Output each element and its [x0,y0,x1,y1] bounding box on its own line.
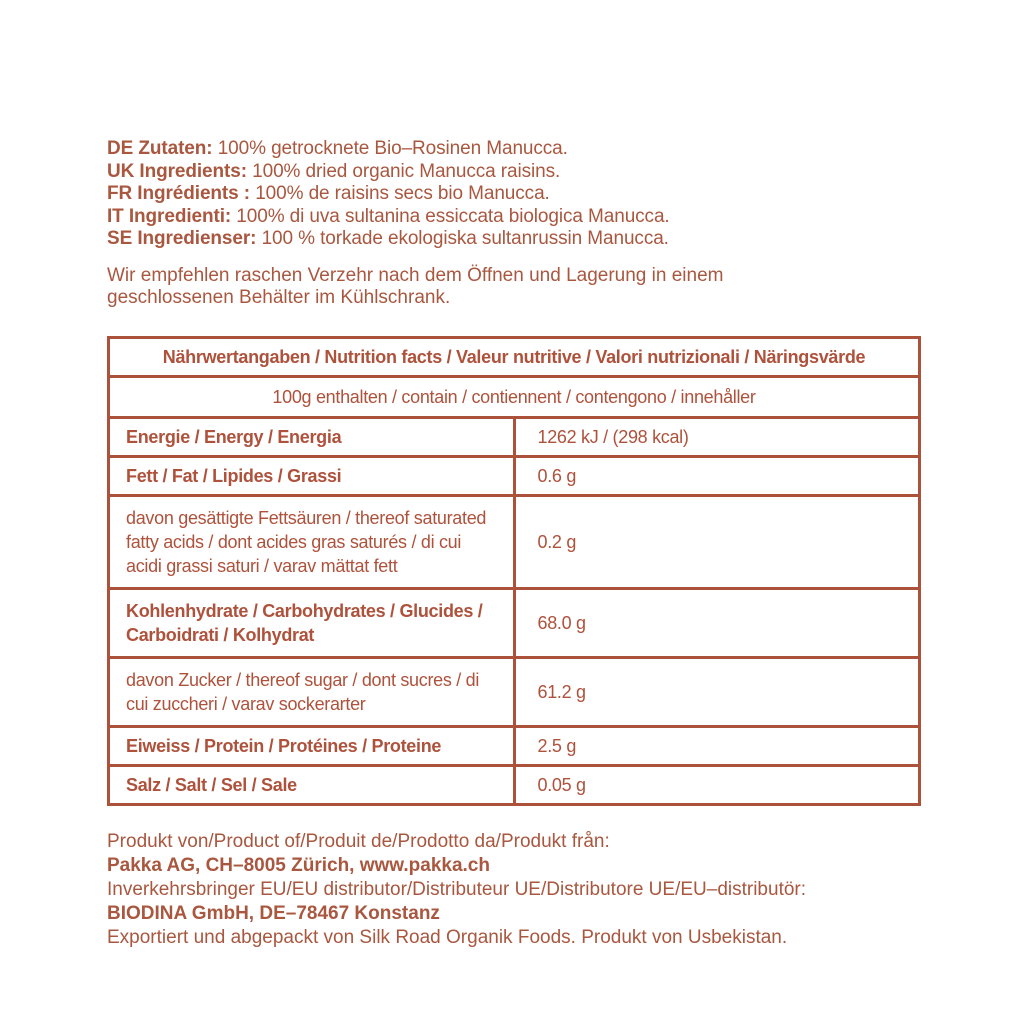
ingredient-text-fr: 100% de raisins secs bio Manucca. [250,183,550,204]
ingredient-text-se: 100 % torkade ekologiska sultanrussin Manucca. [256,228,669,249]
producer-company-line: Pakka AG, CH–8005 Zürich, www.pakka.ch [107,854,490,876]
nutrient-name-saturated-fat: davon gesättigte Fettsäuren / thereof saturated fatty acids / dont acides gras saturés / di cui acidi grassi saturi / varav mättat fett [109,495,515,588]
ingredients-section [107,138,921,251]
storage-note-line-1: Wir empfehlen raschen Verzehr nach dem Öffnen und Lagerung in einem [107,264,724,286]
ingredient-language-label-fr: FR Ingrédients : [107,183,251,204]
nutrition-row-saturated-fat [109,495,920,588]
nutrition-table [107,336,921,806]
ingredient-language-label-uk: UK Ingredients: [107,160,247,182]
nutrient-value-salt: 0.05 g [514,765,920,804]
nutrient-value-energy: 1262 kJ / (298 kcal) [514,417,920,456]
nutrition-row-energy [109,417,920,456]
product-label [107,138,921,950]
storage-note-line-2: geschlossenen Behälter im Kühlschrank. [107,286,451,308]
nutrient-name-carbohydrates: Kohlenhydrate / Carbohydrates / Glucides / Carboidrati / Kolhydrat [109,588,515,657]
ingredient-line-se [107,228,921,251]
nutrition-row-protein [109,726,920,765]
ingredient-line-it [107,206,921,229]
nutrition-row-salt [109,765,920,804]
ingredient-text-it: 100% di uva sultanina essiccata biologica Manucca. [231,205,670,227]
nutrient-name-salt: Salz / Salt / Sel / Sale [109,765,515,804]
nutrient-value-fat: 0.6 g [514,456,920,495]
distributor-intro-line: Inverkehrsbringer EU/EU distributor/Distributeur UE/Distributore UE/EU–distributör: [107,878,807,900]
nutrient-name-protein: Eiweiss / Protein / Protéines / Proteine [109,726,515,765]
nutrition-table-subtitle: 100g enthalten / contain / contiennent / contengono / innehåller [109,376,920,417]
nutrient-value-carbohydrates: 68.0 g [514,588,920,657]
distributor-company-line: BIODINA GmbH, DE–78467 Konstanz [107,902,440,924]
ingredient-line-uk [107,161,921,184]
export-origin-line: Exportiert und abgepackt von Silk Road Organik Foods. Produkt von Usbekistan. [107,926,788,948]
nutrient-value-saturated-fat: 0.2 g [514,495,920,588]
nutrient-name-sugar: davon Zucker / thereof sugar / dont sucres / di cui zuccheri / varav sockerarter [109,657,515,726]
nutrient-value-sugar: 61.2 g [514,657,920,726]
producer-intro-line: Produkt von/Product of/Produit de/Prodotto da/Produkt från: [107,830,610,852]
nutrition-row-fat [109,456,920,495]
ingredient-language-label-it: IT Ingredienti: [107,205,232,227]
nutrient-name-fat: Fett / Fat / Lipides / Grassi [109,456,515,495]
nutrition-table-title: Nährwertangaben / Nutrition facts / Valeur nutritive / Valori nutrizionali / Näringsvärde [109,337,920,376]
storage-note [107,265,921,309]
ingredient-line-fr [107,183,921,206]
nutrient-name-energy: Energie / Energy / Energia [109,417,515,456]
nutrition-table-title-row [109,337,920,376]
nutrition-table-subtitle-row [109,376,920,417]
ingredient-line-de [107,138,921,161]
nutrition-row-sugar [109,657,920,726]
ingredient-language-label-de: DE Zutaten: [107,138,213,159]
nutrient-value-protein: 2.5 g [514,726,920,765]
producer-section [107,830,921,950]
ingredient-text-de: 100% getrocknete Bio–Rosinen Manucca. [212,138,568,159]
nutrition-row-carbohydrates [109,588,920,657]
ingredient-text-uk: 100% dried organic Manucca raisins. [246,160,561,182]
ingredient-language-label-se: SE Ingredienser: [107,228,257,249]
